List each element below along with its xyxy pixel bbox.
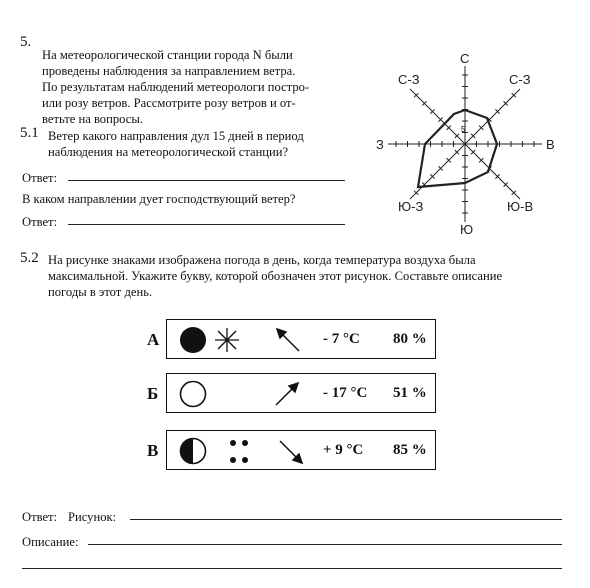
weather-card-a[interactable] — [166, 319, 436, 359]
label-west: З — [376, 137, 384, 152]
wind-arrow-nw-icon — [277, 329, 299, 351]
q52-answer-label: Ответ: — [22, 510, 58, 524]
card-a-humidity: 80 % — [393, 331, 427, 347]
wind-arrow-ne-icon — [276, 383, 298, 405]
wind-rose — [370, 48, 570, 238]
q51-text — [48, 128, 368, 160]
intro-line: или розу ветров. Рассмотрите розу ветров и от- — [42, 96, 296, 110]
description-line-2[interactable] — [22, 568, 562, 569]
q51-line: Ветер какого направления дул 15 дней в период — [48, 129, 304, 143]
label-northeast: С-З — [509, 72, 531, 87]
overcast-icon — [180, 327, 206, 353]
q52-line: максимальной. Укажите букву, которой обозначен этот рисунок. Составьте описание — [48, 269, 503, 283]
label-north: С — [460, 51, 470, 66]
q51-answer2-line[interactable] — [68, 224, 345, 225]
picture-answer-line[interactable] — [130, 519, 562, 520]
q51-question2: В каком направлении дует господствующий ветер? — [22, 192, 296, 206]
task-intro — [42, 47, 362, 127]
intro-line: На метеорологической станции города N были — [42, 48, 293, 62]
picture-label: Рисунок: — [68, 510, 117, 524]
label-east: В — [546, 137, 555, 152]
q52-line: погоды в этот день. — [48, 285, 153, 299]
label-southwest: Ю-З — [398, 199, 424, 214]
card-v-letter: В — [147, 441, 159, 460]
card-b-temp: - 17 °C — [323, 385, 368, 401]
clear-sky-icon — [181, 382, 206, 407]
wind-rose-polygon — [418, 110, 497, 187]
card-v-humidity: 85 % — [393, 442, 427, 458]
q51-number: 5.1 — [20, 125, 39, 141]
scale-label: 5 — [461, 125, 466, 134]
card-b-humidity: 51 % — [393, 385, 427, 401]
q51-line: наблюдения на метеорологической станции? — [48, 145, 289, 159]
q52-text — [48, 252, 568, 300]
rain-dots-icon — [230, 440, 248, 463]
weather-card-b[interactable] — [166, 373, 436, 413]
snow-icon — [215, 328, 239, 352]
description-line-1[interactable] — [88, 544, 562, 545]
description-label: Описание: — [22, 535, 79, 549]
q51-answer-label: Ответ: — [22, 171, 58, 185]
q51-answer-line[interactable] — [68, 180, 345, 181]
weather-card-v[interactable] — [166, 430, 436, 470]
intro-line: По результатам наблюдений метеорологи постро- — [42, 80, 310, 94]
q52-number: 5.2 — [20, 250, 39, 266]
wind-arrow-se-icon — [280, 441, 302, 463]
card-a-temp: - 7 °C — [323, 331, 360, 347]
q51-answer2-label: Ответ: — [22, 215, 58, 229]
label-south: Ю — [460, 222, 474, 237]
task-number: 5. — [20, 34, 32, 50]
card-a-letter: А — [147, 330, 160, 349]
card-v-temp: + 9 °C — [323, 442, 364, 458]
q52-line: На рисунке знаками изображена погода в день, когда температура воздуха была — [48, 253, 476, 267]
intro-line: проведены наблюдения за направлением ветра. — [42, 64, 296, 78]
intro-line: ветьте на вопросы. — [42, 112, 143, 126]
card-b-letter: Б — [147, 384, 159, 403]
label-southeast: Ю-В — [507, 199, 534, 214]
label-northwest: С-З — [398, 72, 420, 87]
